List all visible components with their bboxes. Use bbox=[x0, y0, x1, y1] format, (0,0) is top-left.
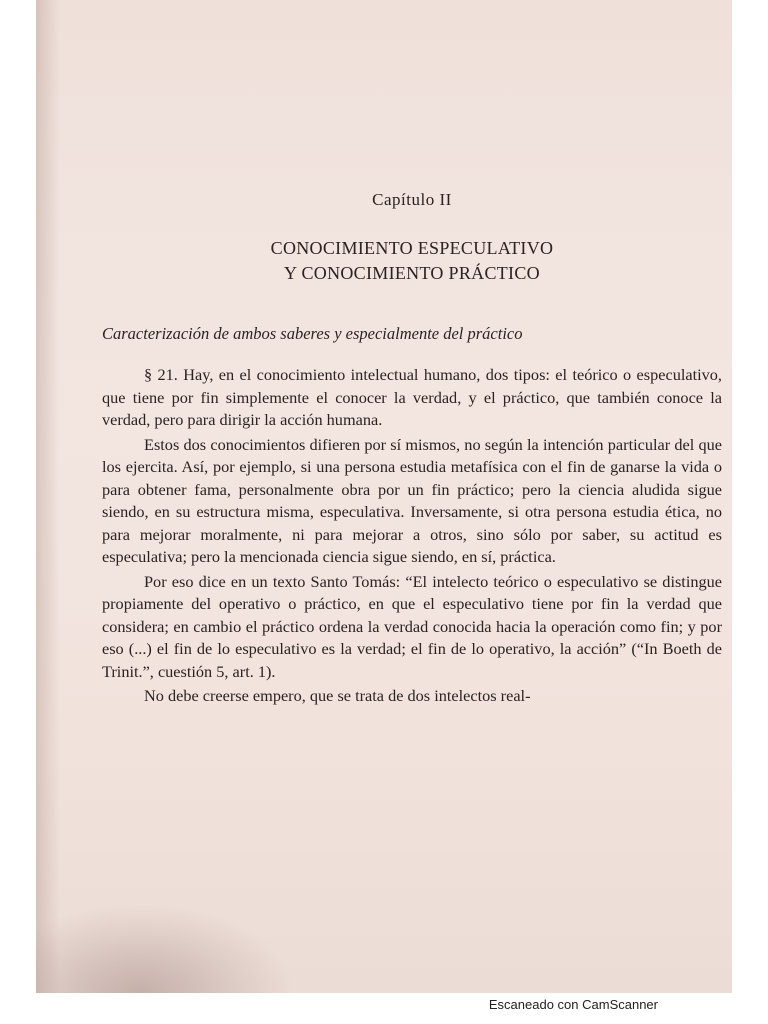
paragraph-2: Estos dos conocimientos difieren por sí mismos, no según la intención particular del que los ejercita. Así, por ejemplo, si una persona estudia metafísica con el fin de ganarse la vida o para obtener fama, personalmente obra por un fin práctico; pero la ciencia aludida sigue siendo, en su estructura misma, especulativa. Inversamente, si otra persona estudia ética, no para mejorar moralmente, ni para mejorar a otros, sino sólo por saber, su actitud es especulativa; pero la mencionada ciencia sigue siendo, en sí, práctica. bbox=[102, 434, 722, 566]
scanned-page bbox=[36, 0, 732, 993]
chapter-title bbox=[102, 236, 722, 286]
page-shadow-left bbox=[36, 0, 60, 993]
chapter-heading: Capítulo II bbox=[372, 190, 452, 209]
section-subtitle: Caracterización de ambos saberes y especialmente del práctico bbox=[102, 324, 523, 343]
paragraph-3: Por eso dice en un texto Santo Tomás: “El intelecto teórico o especulativo se distingue propiamente del operativo o práctico, en que el especulativo tiene por fin la verdad que considera; en cambio el práctico ordena la verdad conocida hacia la operación como fin; y por eso (...) el fin de lo especulativo es la verdad; el fin de lo operativo, la acción” (“In Boeth de Trinit.”, cuestión 5, art. 1). bbox=[102, 571, 722, 681]
page-shadow-bottom bbox=[36, 903, 296, 993]
chapter-title-line-1: CONOCIMIENTO ESPECULATIVO bbox=[270, 238, 554, 258]
page-content bbox=[102, 190, 722, 710]
chapter-title-line-2: Y CONOCIMIENTO PRÁCTICO bbox=[284, 263, 540, 283]
paragraph-4: No debe creerse empero, que se trata de dos intelectos real- bbox=[144, 686, 531, 705]
scanner-watermark: Escaneado con CamScanner bbox=[488, 997, 658, 1012]
paragraph-1: § 21. Hay, en el conocimiento intelectual humano, dos tipos: el teórico o especulativo, que tiene por fin simplemente el conocer la verdad, y el práctico, que también conoce la verdad, pero para dirigir la acción humana. bbox=[102, 365, 722, 429]
